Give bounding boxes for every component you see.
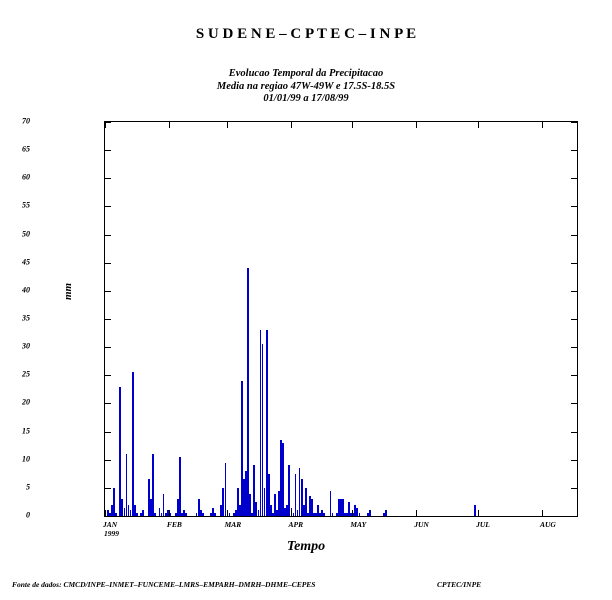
bar bbox=[179, 457, 181, 516]
y-axis-tick-right bbox=[571, 375, 577, 376]
y-axis-tick-label: 70 bbox=[22, 116, 30, 126]
chart-title-line-2: Media na regiao 47W-49W e 17.5S-18.5S bbox=[216, 80, 396, 92]
y-axis-tick-right bbox=[571, 122, 577, 123]
x-axis-tick-top bbox=[227, 122, 228, 128]
x-axis-tick-label: MAY bbox=[350, 520, 367, 529]
bar bbox=[225, 463, 227, 516]
bar bbox=[282, 443, 284, 516]
bar bbox=[142, 510, 144, 516]
x-axis-tick-label: FEB bbox=[166, 520, 182, 529]
plot-area bbox=[104, 121, 578, 517]
footer-credit: CPTEC/INPE bbox=[437, 580, 482, 589]
x-axis-tick-label: JUN bbox=[414, 520, 429, 529]
bar bbox=[185, 513, 187, 516]
y-axis-tick-label: 45 bbox=[22, 257, 30, 267]
bar bbox=[229, 513, 231, 516]
y-axis-tick-right bbox=[571, 403, 577, 404]
y-axis-tick-label: 25 bbox=[22, 369, 30, 379]
y-axis-tick-label: 10 bbox=[22, 454, 30, 464]
y-axis-tick-label: 15 bbox=[22, 426, 30, 436]
bar bbox=[369, 510, 371, 516]
y-axis-tick-label: 50 bbox=[22, 229, 30, 239]
y-axis-tick bbox=[105, 516, 111, 517]
x-axis-tick-top bbox=[416, 122, 417, 128]
y-axis-tick-label: 20 bbox=[22, 397, 30, 407]
bar bbox=[115, 513, 117, 516]
x-axis-tick bbox=[105, 510, 106, 516]
y-axis-tick bbox=[105, 460, 111, 461]
chart-title bbox=[0, 68, 612, 106]
bar bbox=[152, 454, 154, 516]
y-axis-tick bbox=[105, 206, 111, 207]
y-axis-tick-right bbox=[571, 319, 577, 320]
x-axis-tick-label: JUL bbox=[476, 520, 490, 529]
x-axis-tick-top bbox=[105, 122, 106, 128]
x-axis-tick bbox=[416, 510, 417, 516]
y-axis-tick-label: 60 bbox=[22, 172, 30, 182]
y-axis-tick-right bbox=[571, 235, 577, 236]
y-axis-tick bbox=[105, 403, 111, 404]
y-axis-tick-right bbox=[571, 347, 577, 348]
y-axis-tick-label: 65 bbox=[22, 144, 30, 154]
y-axis-tick-right bbox=[571, 460, 577, 461]
y-axis-tick-right bbox=[571, 150, 577, 151]
bar bbox=[132, 372, 134, 516]
y-axis-tick bbox=[105, 178, 111, 179]
x-axis-tick bbox=[227, 510, 228, 516]
y-axis-tick-right bbox=[571, 178, 577, 179]
x-axis-tick bbox=[542, 510, 543, 516]
x-axis-tick bbox=[478, 510, 479, 516]
y-axis-tick-label: 35 bbox=[22, 313, 30, 323]
y-axis-tick-label: 55 bbox=[22, 200, 30, 210]
y-axis-tick bbox=[105, 319, 111, 320]
bar bbox=[474, 505, 476, 516]
page-title: S U D E N E – C P T E C – I N P E bbox=[195, 26, 417, 42]
y-axis-tick bbox=[105, 432, 111, 433]
x-axis-tick-label: AUG bbox=[539, 520, 556, 529]
footer-source: Fonte de dados: CMCD/INPE–INMET–FUNCEME–LMRS–EMPARH–DMRH–DHME–CEPES bbox=[12, 580, 316, 589]
bar bbox=[247, 268, 249, 516]
bar bbox=[330, 491, 332, 516]
x-axis-tick bbox=[169, 510, 170, 516]
bar bbox=[202, 513, 204, 516]
y-axis-tick-label: 30 bbox=[22, 341, 30, 351]
x-axis-title: Tempo bbox=[286, 539, 326, 554]
bar bbox=[119, 387, 121, 516]
y-axis-tick-right bbox=[571, 206, 577, 207]
bar bbox=[359, 513, 361, 516]
x-axis-year-label: 1999 bbox=[104, 529, 119, 538]
bar bbox=[214, 513, 216, 516]
y-axis-tick-right bbox=[571, 432, 577, 433]
x-axis-tick-top bbox=[478, 122, 479, 128]
chart-title-line-1: Evolucao Temporal da Precipitacao bbox=[228, 68, 384, 79]
bar bbox=[323, 513, 325, 516]
y-axis-tick bbox=[105, 235, 111, 236]
y-axis-tick bbox=[105, 347, 111, 348]
y-axis-tick-label: 5 bbox=[26, 482, 30, 492]
y-axis-title: mm bbox=[62, 282, 74, 300]
x-axis-tick-label: MAR bbox=[224, 520, 242, 529]
y-axis-tick bbox=[105, 291, 111, 292]
bar bbox=[136, 513, 138, 516]
bar bbox=[385, 510, 387, 516]
x-axis-tick-label: JAN bbox=[103, 520, 118, 529]
bar bbox=[154, 513, 156, 516]
bar-series bbox=[105, 122, 577, 516]
y-axis-tick bbox=[105, 488, 111, 489]
y-axis-tick-right bbox=[571, 263, 577, 264]
y-axis-tick-right bbox=[571, 516, 577, 517]
chart-title-line-3: 01/01/99 a 17/08/99 bbox=[263, 93, 349, 104]
y-axis-tick-label: 40 bbox=[22, 285, 30, 295]
bar bbox=[305, 488, 307, 516]
bar bbox=[113, 488, 115, 516]
y-axis-tick bbox=[105, 263, 111, 264]
y-axis-tick bbox=[105, 375, 111, 376]
y-axis-tick-right bbox=[571, 291, 577, 292]
x-axis-tick-top bbox=[542, 122, 543, 128]
x-axis-tick-top bbox=[352, 122, 353, 128]
y-axis-tick-right bbox=[571, 488, 577, 489]
x-axis-tick bbox=[352, 510, 353, 516]
y-axis-tick-label: 0 bbox=[26, 510, 30, 520]
bar bbox=[332, 513, 334, 516]
x-axis-tick bbox=[291, 510, 292, 516]
y-axis-tick bbox=[105, 150, 111, 151]
x-axis-tick-top bbox=[291, 122, 292, 128]
x-axis-tick-top bbox=[169, 122, 170, 128]
x-axis-tick-label: APR bbox=[288, 520, 304, 529]
